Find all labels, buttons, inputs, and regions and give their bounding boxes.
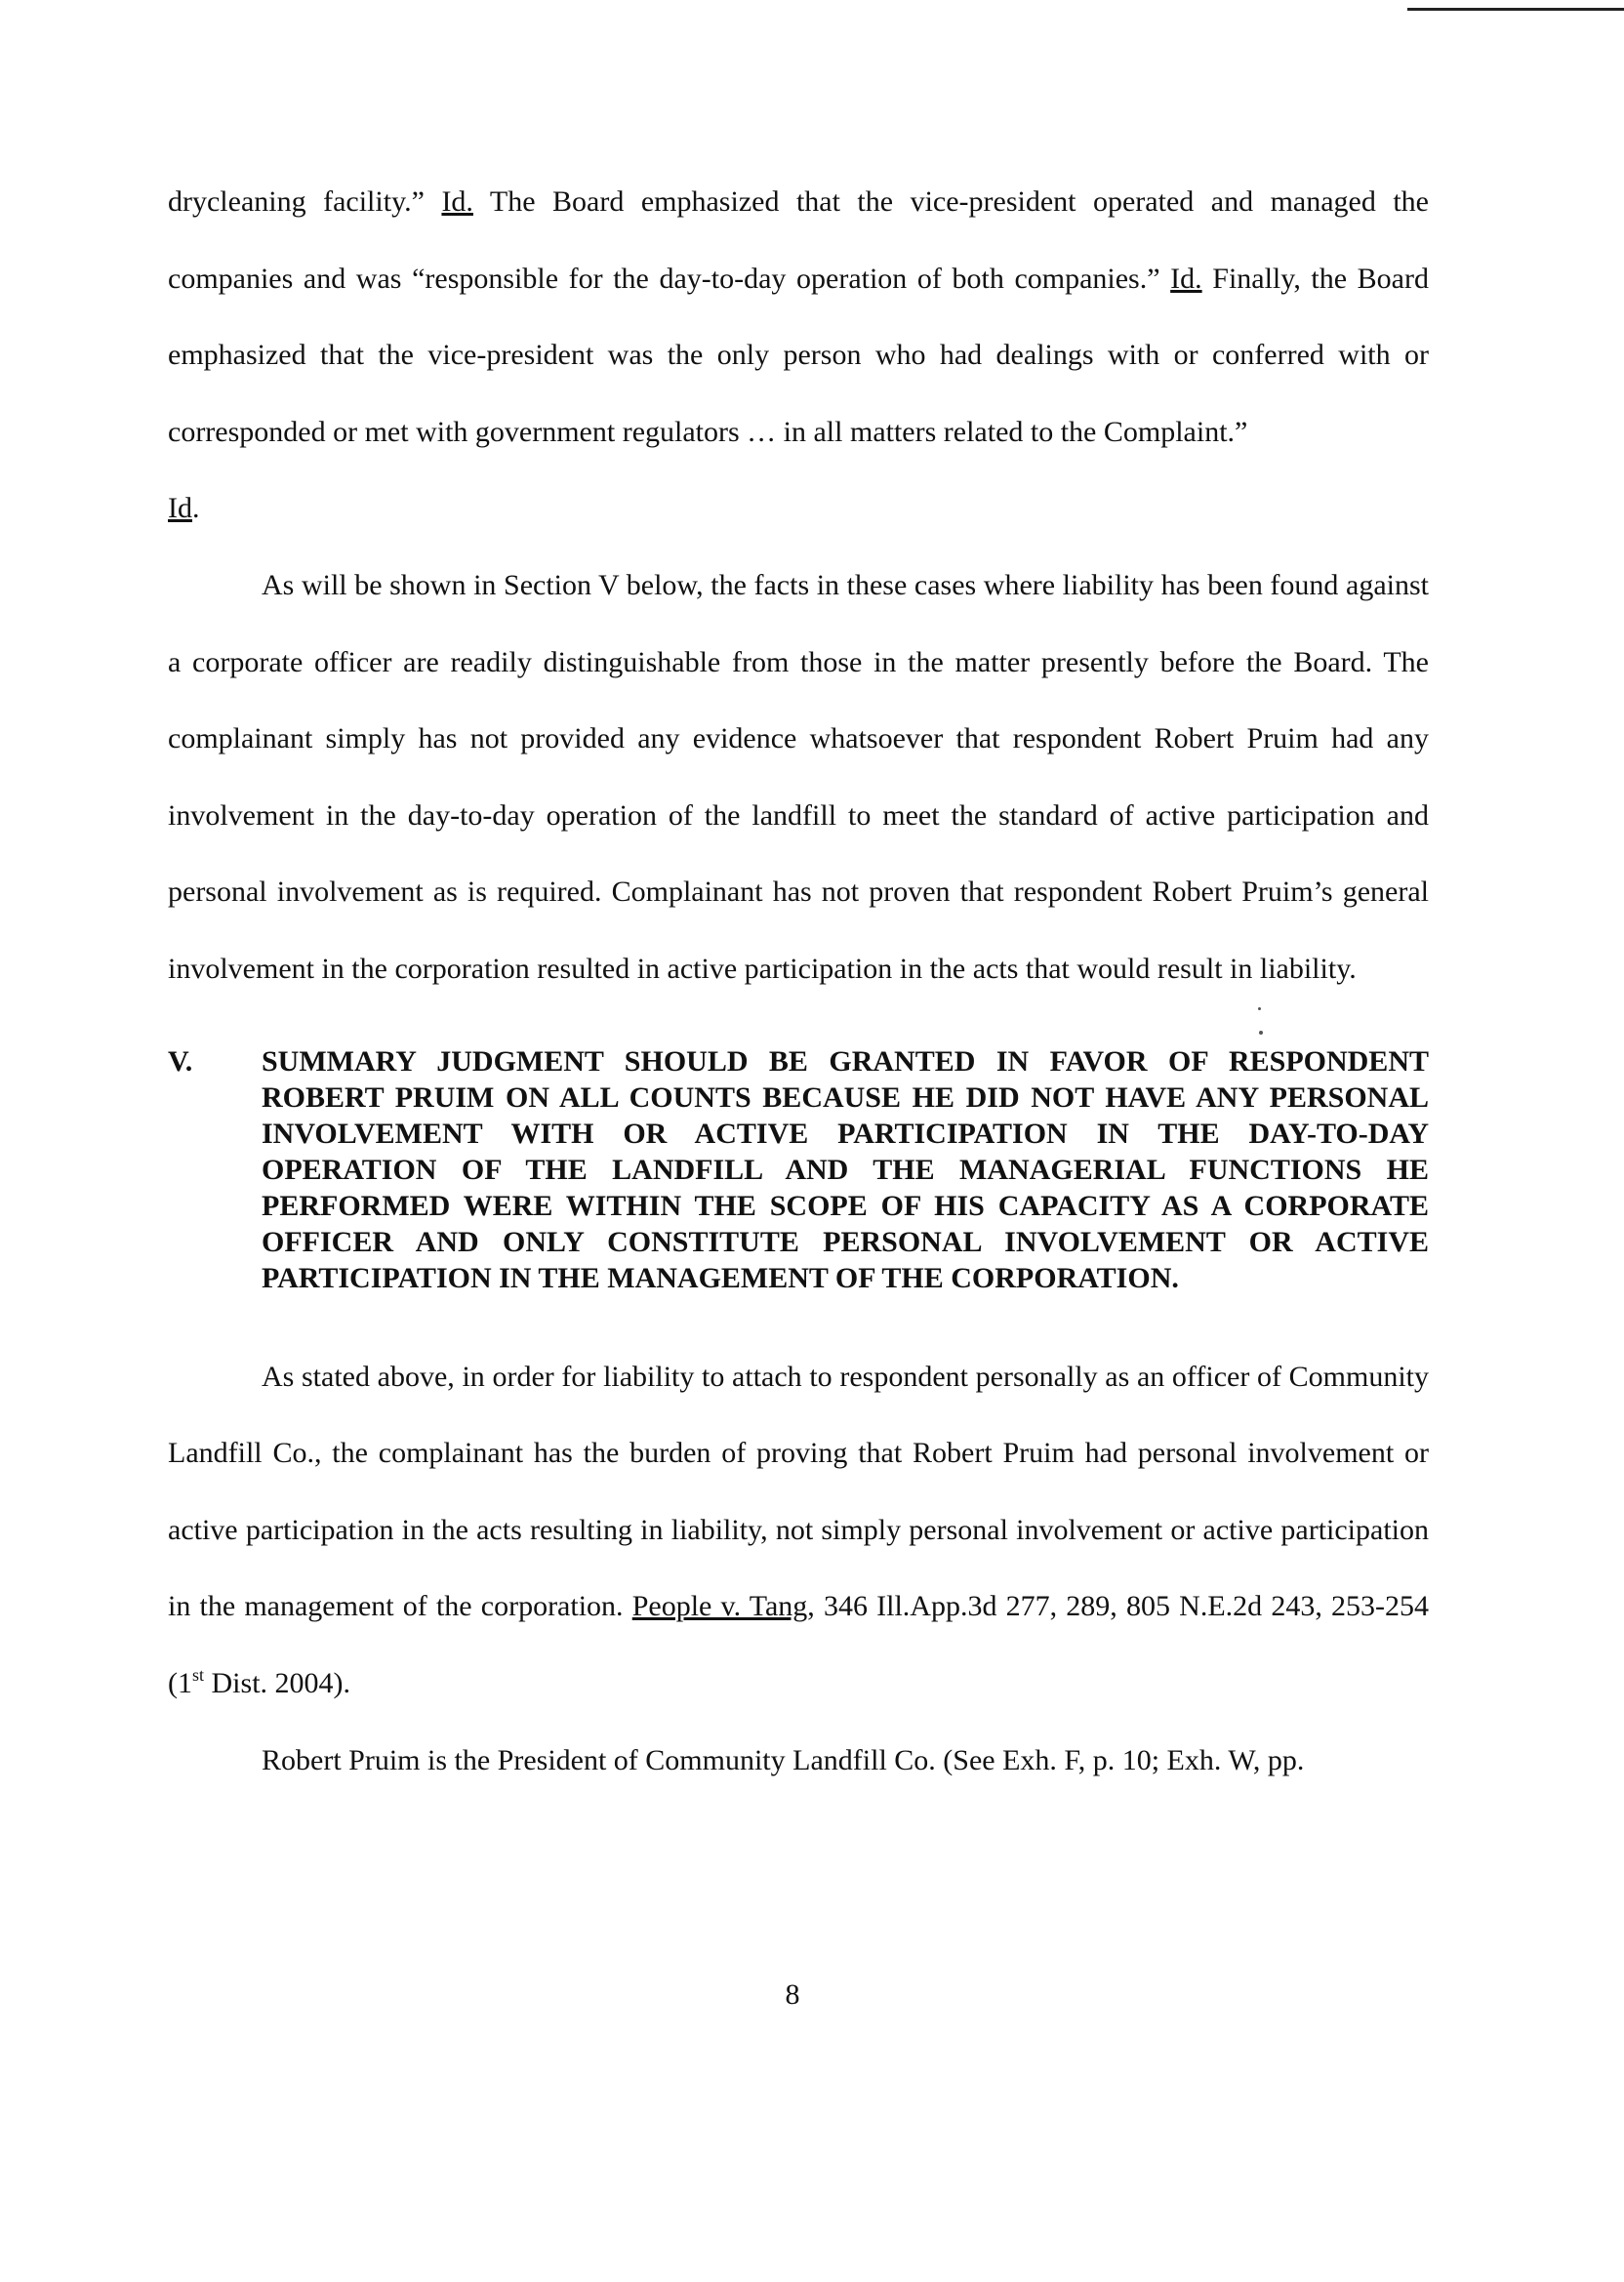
paragraph-text: As stated above, in order for liability to attach to respondent personally as an officer of Community Landfill Co., the complainant has the burden of proving that Robert Pruim had personal involvement or active participation in the acts resulting in liability, not simply personal involvement or active participation in the management of the corporation. bbox=[168, 1360, 1429, 1623]
paragraph-text: . bbox=[192, 492, 200, 525]
paragraph-distinguishable-facts: As will be shown in Section V below, the facts in these cases where liability has been found against a corporate officer are readily distinguishable from those in the matter presently before the Board. The complainant simply has not provided any evidence whatsoever that respondent Robert Pruim had any involvement in the day-to-day operation of the landfill to meet the standard of active participation and personal involvement as is required. Complainant has not proven that respondent Robert Pruim’s general involvement in the corporation resulted in active participation in the acts that would result in liability. bbox=[168, 568, 1429, 985]
paragraph-board-findings bbox=[168, 164, 1429, 548]
scan-speck bbox=[1258, 1007, 1261, 1010]
paragraph-president: Robert Pruim is the President of Community Landfill Co. (See Exh. F, p. 10; Exh. W, pp. bbox=[262, 1743, 1305, 1776]
ordinal-suffix: st bbox=[192, 1664, 205, 1685]
citation-court-year: Dist. 2004). bbox=[204, 1666, 351, 1699]
paragraph-text: Finally, the Board emphasized that the vice-president was the only person who had dealings with or conferred with or corresponded or met with government regulators … in all matters related to the Complaint.” bbox=[168, 262, 1429, 448]
case-citation-id: Id bbox=[168, 492, 192, 525]
citation-reporter: , 346 Ill.App.3d 277, 289, 805 N.E.2d 243, 253-254 (1 bbox=[168, 1590, 1429, 1699]
page-number: 8 bbox=[785, 1978, 800, 2011]
scan-edge-line bbox=[1407, 8, 1624, 11]
section-heading bbox=[168, 1043, 1429, 1296]
section-title: SUMMARY JUDGMENT SHOULD BE GRANTED IN FAVOR OF RESPONDENT ROBERT PRUIM ON ALL COUNTS BECAUSE HE DID NOT HAVE ANY PERSONAL INVOLVEMENT WITH OR ACTIVE PARTICIPATION IN THE DAY-TO-DAY OPERATION OF THE LANDFILL AND THE MANAGERIAL FUNCTIONS HE PERFORMED WERE WITHIN THE SCOPE OF HIS CAPACITY AS A CORPORATE OFFICER AND ONLY CONSTITUTE PERSONAL INVOLVEMENT OR ACTIVE PARTICIPATION IN THE MANAGEMENT OF THE CORPORATION. bbox=[262, 1044, 1429, 1294]
paragraph-burden-of-proof bbox=[168, 1339, 1429, 1723]
paragraph-text: The Board emphasized that the vice-president operated and managed the companies and was “responsible for the day-to-day operation of both companies.” bbox=[168, 185, 1429, 295]
scan-speck bbox=[1259, 1031, 1263, 1035]
paragraph-text: drycleaning facility.” bbox=[168, 185, 442, 218]
case-citation-people-v-tang: People v. Tang bbox=[631, 1590, 808, 1623]
case-citation-id: Id. bbox=[1170, 262, 1202, 295]
case-citation-id: Id. bbox=[441, 185, 473, 218]
section-number: V. bbox=[168, 1044, 193, 1078]
document-page bbox=[168, 164, 1429, 1799]
